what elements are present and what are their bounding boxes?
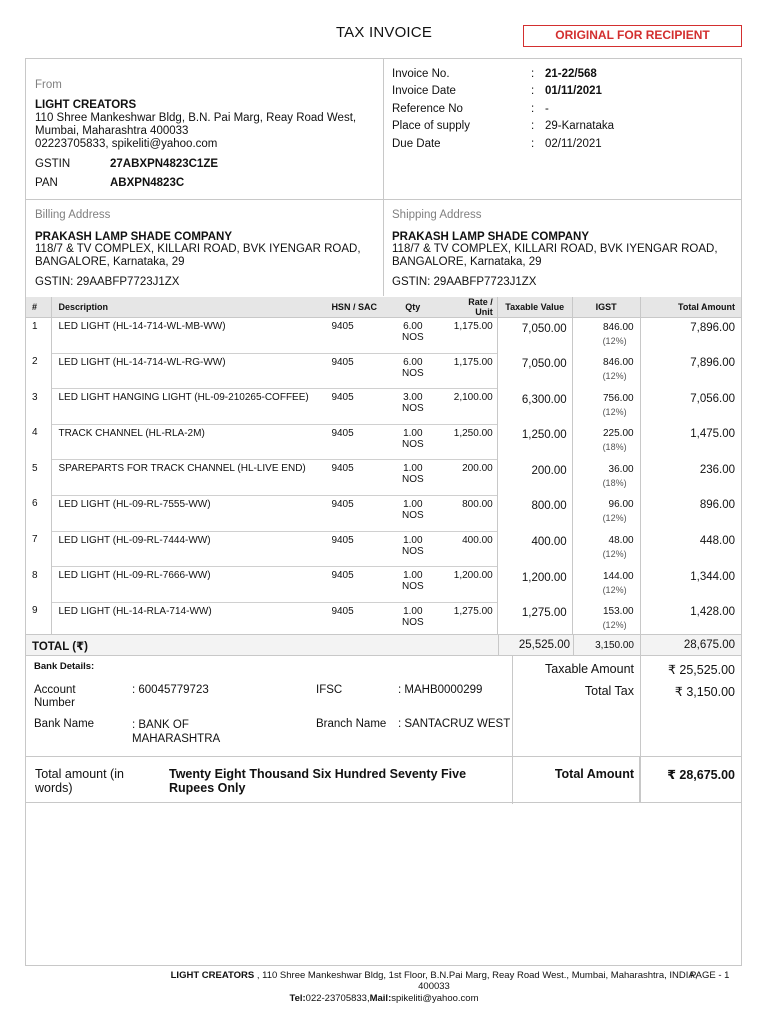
row-number: 6 [26, 495, 52, 531]
item-rate: 1,175.00 [444, 318, 497, 354]
shipping-label: Shipping Address [392, 209, 482, 221]
qty-value: 6.00 [403, 321, 423, 332]
taxable-amount-label: Taxable Amount [545, 662, 634, 676]
igst-amount: 846.00 [602, 357, 634, 369]
igst-amount: 144.00 [602, 570, 634, 582]
item-hsn: 9405 [327, 531, 381, 567]
qty-value: 1.00 [403, 534, 423, 546]
item-qty [381, 495, 444, 531]
igst-amount: 225.00 [602, 428, 634, 440]
item-qty [381, 318, 444, 354]
billing-label: Billing Address [35, 209, 111, 221]
item-hsn: 9405 [327, 353, 381, 389]
item-rate: 400.00 [444, 531, 497, 567]
col-header: Description [52, 297, 327, 318]
billing-gstin: GSTIN: 29AABFP7723J1ZX [35, 276, 180, 288]
seller-gstin-label: GSTIN [35, 158, 71, 170]
page-footer [0, 970, 768, 1004]
table-row [26, 602, 741, 638]
item-rate: 200.00 [444, 460, 497, 496]
meta-key: Reference No [392, 103, 463, 115]
igst-amount: 48.00 [608, 535, 634, 547]
item-igst [572, 389, 640, 425]
col-header: Qty [381, 297, 444, 318]
item-description: LED LIGHT (HL-14-RLA-714-WW) [52, 602, 327, 638]
col-header: Total Amount [640, 297, 741, 318]
meta-place-of-supply: Place of supply : 29-Karnataka [392, 120, 615, 132]
igst-rate: (12%) [602, 336, 627, 346]
meta-reference-no: Reference No : - [392, 103, 549, 115]
meta-key: Place of supply [392, 120, 470, 132]
grand-total: ₹ 28,675.00 [667, 768, 735, 782]
qty-value: 1.00 [403, 498, 423, 510]
qty-value: 1.00 [403, 427, 423, 439]
item-rate: 1,200.00 [444, 567, 497, 603]
amount-in-words: Twenty Eight Thousand Six Hundred Seventy Five Rupees Only [169, 767, 467, 795]
item-hsn: 9405 [327, 567, 381, 603]
table-row [26, 567, 741, 603]
billing-line2: BANGALORE, Karnataka, 29 [35, 255, 185, 268]
row-number: 9 [26, 602, 52, 638]
item-rate: 1,175.00 [444, 353, 497, 389]
item-taxable-value: 1,275.00 [497, 602, 572, 638]
footer-mail-label: Mail: [369, 993, 392, 1004]
item-total: 1,344.00 [690, 570, 735, 583]
row-number: 8 [26, 567, 52, 603]
table-header-row [26, 297, 741, 318]
item-total: 236.00 [699, 463, 735, 476]
account-label: Account Number [34, 684, 76, 709]
item-total: 7,896.00 [690, 322, 735, 334]
invoice-frame [25, 58, 742, 966]
footer-tel: 022-23705833, [305, 993, 370, 1004]
billing-address [35, 209, 375, 289]
igst-rate: (12%) [602, 371, 627, 382]
item-description: LED LIGHT (HL-09-RL-7666-WW) [52, 567, 327, 603]
meta-key: Invoice No. [392, 68, 450, 80]
qty-unit: NOS [401, 616, 424, 628]
meta-due-date: Due Date : 02/11/2021 [392, 138, 602, 150]
bank-title: Bank Details: [34, 661, 95, 672]
item-description: LED LIGHT (HL-09-RL-7444-WW) [52, 531, 327, 567]
qty-value: 1.00 [403, 605, 423, 617]
seller-block [35, 79, 375, 151]
seller-address-line1: 110 Shree Mankeshwar Bldg, B.N. Pai Marg, Reay Road West, [35, 112, 357, 124]
copy-label-badge: ORIGINAL FOR RECIPIENT [523, 25, 742, 47]
igst-amount: 846.00 [602, 322, 634, 333]
billing-name: PRAKASH LAMP SHADE COMPANY [35, 230, 233, 243]
item-taxable-value: 7,050.00 [497, 318, 572, 354]
seller-pan: ABXPN4823C [110, 177, 185, 189]
igst-rate: (12%) [602, 513, 627, 524]
row-number: 4 [26, 424, 52, 460]
line-items-table [26, 297, 741, 638]
qty-unit: NOS [401, 545, 424, 557]
qty-unit: NOS [401, 474, 424, 486]
igst-rate: (18%) [602, 442, 627, 453]
item-hsn: 9405 [331, 321, 354, 332]
shipping-line2: BANGALORE, Karnataka, 29 [392, 255, 542, 268]
taxable-amount: ₹ 25,525.00 [667, 663, 735, 677]
item-taxable-value: 1,200.00 [497, 567, 572, 603]
item-igst [572, 531, 640, 567]
total-amount: 28,675.00 [683, 639, 735, 651]
seller-name: LIGHT CREATORS [35, 99, 137, 111]
row-number: 3 [26, 389, 52, 425]
meta-value: 29-Karnataka [545, 120, 615, 132]
page-number: PAGE - 1 [690, 970, 730, 981]
billing-line1: 118/7 & TV COMPLEX, KILLARI ROAD, BVK IYENGAR ROAD, [35, 243, 361, 255]
footer-address: , 110 Shree Mankeshwar Bldg, 1st Floor, B.N.Pai Marg, Reay Road West., Mumbai, Maharashtra, INDIA, 400033 [254, 970, 698, 992]
table-row [26, 460, 741, 496]
igst-rate: (12%) [602, 620, 627, 631]
qty-unit: NOS [401, 581, 424, 593]
meta-invoice-date: Invoice Date : 01/11/2021 [392, 85, 602, 97]
item-taxable-value: 7,050.00 [497, 353, 572, 389]
table-row [26, 424, 741, 460]
item-igst [572, 602, 640, 638]
meta-value: 01/11/2021 [545, 85, 602, 97]
seller-gstin: 27ABXPN4823C1ZE [110, 158, 219, 170]
branch-name: : SANTACRUZ WEST [398, 718, 511, 730]
item-hsn: 9405 [327, 424, 381, 460]
item-rate: 2,100.00 [444, 389, 497, 425]
item-hsn: 9405 [327, 389, 381, 425]
seller-pan-label: PAN [35, 177, 58, 189]
item-hsn: 9405 [327, 602, 381, 638]
item-qty [381, 531, 444, 567]
meta-value: 02/11/2021 [545, 138, 602, 150]
item-description: LED LIGHT (HL-14-714-WL-RG-WW) [52, 353, 327, 389]
ifsc-label: IFSC [316, 684, 343, 696]
branch-label: Branch Name [316, 718, 387, 730]
item-hsn: 9405 [327, 460, 381, 496]
item-total: 7,056.00 [690, 392, 735, 405]
item-total: 448.00 [699, 535, 735, 548]
footer-mail: spikeliti@yahoo.com [391, 993, 479, 1004]
meta-value: 21-22/568 [545, 68, 597, 80]
item-igst [572, 424, 640, 460]
item-qty [381, 567, 444, 603]
footer-tel-label: Tel: [289, 993, 306, 1004]
header-section [26, 59, 741, 200]
shipping-name: PRAKASH LAMP SHADE COMPANY [392, 230, 590, 243]
qty-unit: NOS [401, 332, 424, 343]
item-total: 896.00 [699, 499, 735, 512]
table-row [26, 389, 741, 425]
item-description: TRACK CHANNEL (HL-RLA-2M) [52, 424, 327, 460]
table-row [26, 531, 741, 567]
bank-name: : BANK OF MAHARASHTRA [132, 719, 221, 745]
footer-company: LIGHT CREATORS [170, 970, 255, 981]
meta-key: Due Date [392, 138, 441, 150]
item-taxable-value: 1,250.00 [497, 424, 572, 460]
grand-total-label: Total Amount [554, 767, 634, 781]
item-description: LED LIGHT (HL-09-RL-7555-WW) [52, 495, 327, 531]
item-igst [572, 353, 640, 389]
amount-in-words-section [26, 756, 741, 803]
meta-key: Invoice Date [392, 85, 456, 97]
item-description: SPAREPARTS FOR TRACK CHANNEL (HL-LIVE END) [52, 460, 327, 496]
invoice-title: TAX INVOICE [335, 24, 433, 41]
row-number: 5 [26, 460, 52, 496]
table-row [26, 495, 741, 531]
total-igst: 3,150.00 [595, 640, 634, 651]
item-hsn: 9405 [327, 495, 381, 531]
item-total: 1,428.00 [690, 606, 735, 619]
qty-unit: NOS [401, 367, 424, 379]
bank-name-label: Bank Name [34, 718, 95, 730]
item-igst [572, 318, 640, 354]
qty-unit: NOS [401, 438, 424, 450]
item-total: 7,896.00 [690, 357, 735, 370]
qty-value: 3.00 [403, 392, 423, 404]
item-igst [572, 495, 640, 531]
item-rate: 1,250.00 [444, 424, 497, 460]
qty-value: 1.00 [403, 463, 423, 475]
ifsc-code: : MAHB0000299 [398, 684, 483, 696]
totals-row [26, 634, 741, 656]
shipping-address [392, 209, 732, 289]
shipping-gstin: GSTIN: 29AABFP7723J1ZX [392, 276, 537, 288]
igst-amount: 153.00 [602, 606, 634, 618]
igst-rate: (18%) [602, 477, 627, 488]
item-taxable-value: 200.00 [497, 460, 572, 496]
item-qty [381, 602, 444, 638]
igst-rate: (12%) [602, 406, 627, 417]
igst-amount: 36.00 [608, 463, 634, 475]
igst-amount: 756.00 [602, 392, 634, 404]
item-qty [381, 460, 444, 496]
shipping-line1: 118/7 & TV COMPLEX, KILLARI ROAD, BVK IYENGAR ROAD, [392, 243, 718, 255]
total-tax-label: Total Tax [584, 684, 634, 698]
seller-address-line2: Mumbai, Maharashtra 400033 [35, 125, 189, 137]
meta-invoice-no: Invoice No. : 21-22/568 [392, 68, 597, 80]
row-number: 2 [26, 353, 52, 389]
item-taxable-value: 400.00 [497, 531, 572, 567]
col-header: Taxable Value [497, 297, 572, 318]
col-header: # [26, 297, 52, 318]
seller-contact: 02223705833, spikeliti@yahoo.com [35, 138, 218, 150]
total-taxable: 25,525.00 [518, 639, 570, 651]
item-qty [381, 424, 444, 460]
row-number: 1 [26, 318, 52, 354]
item-igst [572, 460, 640, 496]
item-rate: 800.00 [444, 495, 497, 531]
item-taxable-value: 6,300.00 [497, 389, 572, 425]
item-description: LED LIGHT HANGING LIGHT (HL-09-210265-COFFEE) [52, 389, 327, 425]
item-description: LED LIGHT (HL-14-714-WL-MB-WW) [58, 321, 226, 332]
col-header: HSN / SAC [327, 297, 381, 318]
qty-unit: NOS [401, 403, 424, 415]
account-number: : 60045779723 [132, 684, 209, 696]
qty-unit: NOS [401, 509, 424, 521]
table-row [26, 318, 741, 354]
col-header: IGST [572, 297, 640, 318]
total-label: TOTAL (₹) [32, 641, 88, 653]
igst-amount: 96.00 [608, 499, 634, 511]
item-qty [381, 353, 444, 389]
item-rate: 1,275.00 [444, 602, 497, 638]
item-igst [572, 567, 640, 603]
words-label: Total amount (in words) [35, 767, 124, 795]
qty-value: 1.00 [403, 570, 423, 582]
igst-rate: (12%) [602, 584, 627, 595]
from-label: From [35, 79, 62, 91]
table-row [26, 353, 741, 389]
igst-rate: (12%) [602, 549, 627, 560]
total-tax: ₹ 3,150.00 [674, 685, 735, 699]
col-header: Rate / Unit [444, 297, 497, 318]
qty-value: 6.00 [403, 356, 423, 368]
meta-value: - [545, 103, 549, 115]
row-number: 7 [26, 531, 52, 567]
item-total: 1,475.00 [690, 428, 735, 441]
item-taxable-value: 800.00 [497, 495, 572, 531]
item-qty [381, 389, 444, 425]
